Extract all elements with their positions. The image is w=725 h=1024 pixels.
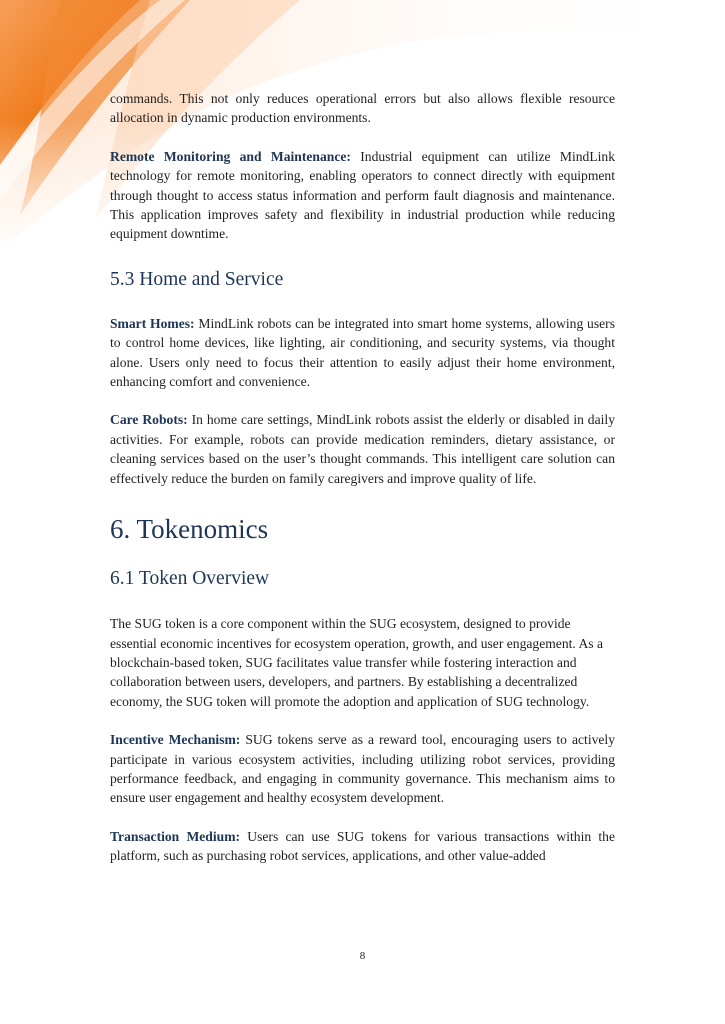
heading-5-3: 5.3 Home and Service [110,268,284,290]
paragraph-incentive-mechanism: Incentive Mechanism: SUG tokens serve as a reward tool, encouraging users to actively participate in various ecosystem activities, including utilizing robot services, providing performance feedback, and engaging in community governance. This mechanism aims to ensure user engagement and healthy ecosystem development. [110,732,615,806]
heading-6-1: 6.1 Token Overview [110,568,270,590]
paragraph-remote-monitoring: Remote Monitoring and Maintenance: Industrial equipment can utilize MindLink technology for remote monitoring, enabling operators to connect directly with equipment through thought to access status information and perform fault diagnosis and maintenance. This application improves safety and flexibility in industrial production while reducing equipment downtime. [110,148,615,242]
page-number: 8 [359,950,366,962]
paragraph-smart-homes: Smart Homes: MindLink robots can be integrated into smart home systems, allowing users to control home devices, like lighting, air conditioning, and security systems, via thought alone. Users only need to focus their attention to easily adjust their home environment, enhancing comfort and convenience. [110,315,615,390]
paragraph-transaction-medium: Transaction Medium: Users can use SUG tokens for various transactions within the platform, such as purchasing robot services, applications, and other value-added [110,828,615,864]
lead-transaction-medium: Transaction Medium: [110,828,241,844]
lead-smart-homes: Smart Homes: [110,315,195,331]
paragraph-token-overview: The SUG token is a core component within the SUG ecosystem, designed to provide essential economic incentives for ecosystem operation, growth, and user engagement. As a blockchain-based token, SUG facilitates value transfer while fostering interaction and collaboration between users, developers, and partners. By establishing a decentralized economy, the SUG token will promote the adoption and application of SUG technology. [110,616,603,709]
paragraph-continuation: commands. This not only reduces operational errors but also allows flexible resource allocation in dynamic production environments. [110,91,615,126]
paragraph-care-robots: Care Robots: In home care settings, MindLink robots assist the elderly or disabled in daily activities. For example, robots can provide medication reminders, dietary assistance, or cleaning services based on the user’s thought commands. This intelligent care solution can effectively reduce the burden on family caregivers and improve quality of life. [110,412,615,486]
lead-incentive-mechanism: Incentive Mechanism: [110,732,241,748]
lead-remote-monitoring: Remote Monitoring and Maintenance: [110,148,351,164]
page-content [110,89,615,866]
lead-care-robots: Care Robots: [110,412,188,428]
heading-6-tokenomics: 6. Tokenomics [110,514,269,545]
